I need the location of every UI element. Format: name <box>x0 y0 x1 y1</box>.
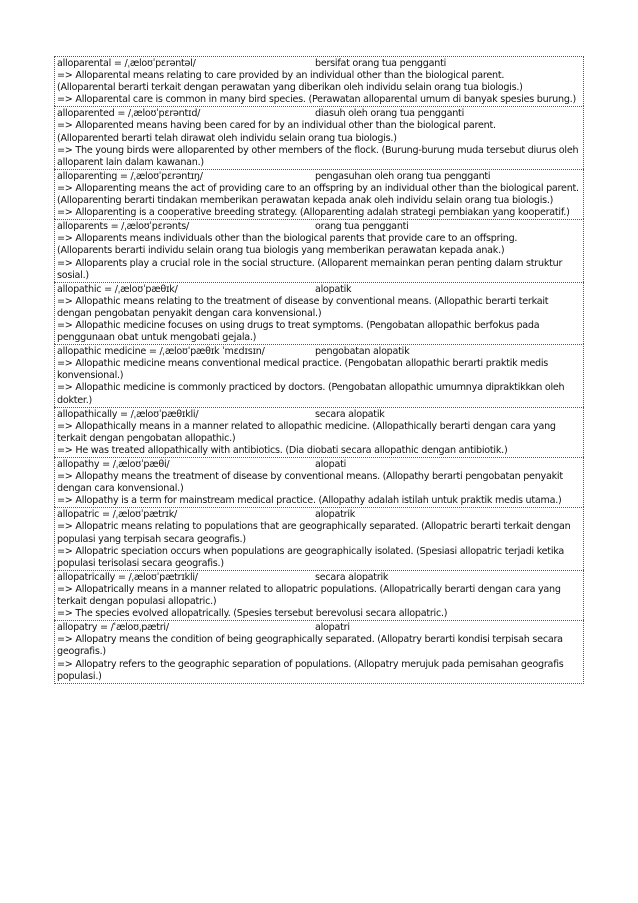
entry-line: => Alloparenting means the act of providing care to an offspring by an individual other than the biological parent. (Alloparenting berarti tindakan memberikan perawatan kepada anak oleh individu selain orang tua biologis.) <box>57 182 579 207</box>
entry-allopatry <box>54 620 584 683</box>
entry-line: => Allopathic means relating to the treatment of disease by conventional means. (Allopathic berarti terkait dengan pengobatan penyakit dengan cara konvensional.) <box>57 295 549 319</box>
entry-head <box>57 171 581 183</box>
translation: diasuh oleh orang tua pengganti <box>315 108 464 120</box>
entry-line: => Allopathic medicine focuses on using drugs to treat symptoms. (Pengobatan allopathic berfokus pada penggunaan obat untuk mengobati gejala.) <box>57 319 540 344</box>
entry-head <box>57 108 581 120</box>
entry-line: (Alloparented berarti telah dirawat oleh individu selain orang tua biologis.) <box>57 132 397 144</box>
entry-line: => Alloparental means relating to care provided by an individual other than the biological parent. <box>57 70 505 82</box>
headword: allopathy = /ˌæloʊˈpæθi/ <box>57 459 170 470</box>
entry-line: => He was treated allopathically with antibiotics. (Dia diobati secara allopathic dengan antibiotik.) <box>57 444 508 456</box>
entry-line: => Allopathic medicine is commonly practiced by doctors. (Pengobatan allopathic umumnya dipraktikkan oleh dokter.) <box>57 382 565 406</box>
entry-alloparenting <box>54 169 584 219</box>
headword: alloparented = /ˌæloʊˈpɛrəntɪd/ <box>57 108 201 120</box>
entry-line: => Alloparented means having been cared for by an individual other than the biological parent. <box>57 120 496 132</box>
entry-head <box>57 459 581 471</box>
entry-line: => The young birds were alloparented by other members of the flock. (Burung-burung muda tersebut diurus oleh alloparent lain dalam kawanan.) <box>57 144 579 168</box>
entry-head <box>57 284 581 296</box>
entry-head <box>57 58 581 70</box>
headword: allopathic = /ˌæloʊˈpæθɪk/ <box>57 283 178 295</box>
translation: alopatrik <box>315 509 356 521</box>
headword: alloparents = /ˌæloʊˈpɛrənts/ <box>57 221 189 233</box>
headword: allopatry = /ˈæloʊˌpætri/ <box>57 622 169 634</box>
headword: allopathic medicine = /ˌæloʊˈpæθɪk ˈmɛdɪsɪn/ <box>57 346 265 358</box>
entry-line: => Alloparents play a crucial role in the social structure. (Alloparent memainkan peran penting dalam struktur sosial.) <box>57 257 563 281</box>
entry-line: => Alloparental care is common in many bird species. (Perawatan alloparental umum di banyak spesies burung.) <box>57 94 576 106</box>
translation: alopatri <box>315 622 350 634</box>
entry-line: => Allopathy is a term for mainstream medical practice. (Allopathy adalah istilah untuk praktik medis utama.) <box>57 495 562 507</box>
entry-allopathic <box>54 282 584 344</box>
entry-line: => Allopathic medicine means conventional medical practice. (Pengobatan allopathic berarti praktik medis konvensional.) <box>57 358 549 382</box>
entry-allopathic-medicine <box>54 344 584 406</box>
translation: pengobatan alopatik <box>315 346 410 358</box>
translation: bersifat orang tua pengganti <box>315 58 446 69</box>
headword: alloparental = /ˌæloʊˈpɛrəntəl/ <box>57 58 196 69</box>
entry-line: => Allopatric speciation occurs when populations are geographically isolated. (Spesiasi allopatric terjadi ketika populasi terisolasi secara geografis.) <box>57 545 564 569</box>
translation: alopati <box>315 459 347 470</box>
entry-alloparents <box>54 219 584 281</box>
entry-line: (Alloparents berarti individu selain orang tua biologis yang memberikan perawatan kepada anak.) <box>57 245 505 257</box>
translation: alopatik <box>315 283 352 295</box>
entry-head <box>57 622 581 634</box>
entry-head <box>57 409 581 421</box>
entry-line: => Allopatry means the condition of being geographically separated. (Allopatry berarti kondisi terpisah secara geografis.) <box>57 634 563 658</box>
entry-line: => Allopathically means in a manner related to allopathic medicine. (Allopathically berarti dengan cara yang terkait dengan pengobatan allopathic.) <box>57 420 556 444</box>
entry-head <box>57 221 581 233</box>
entry-allopatrically <box>54 570 584 620</box>
entry-alloparented <box>54 106 584 168</box>
entry-line: => Allopatry refers to the geographic separation of populations. (Allopatry merujuk pada pemisahan geografis populasi.) <box>57 658 564 682</box>
entry-head <box>57 509 581 521</box>
entry-alloparental <box>54 56 584 106</box>
entry-allopatric <box>54 507 584 569</box>
entry-line: => Alloparenting is a cooperative breeding strategy. (Alloparenting adalah strategi pembiakan yang kooperatif.) <box>57 207 570 219</box>
translation: pengasuhan oleh orang tua pengganti <box>315 170 491 182</box>
entry-line: (Alloparental berarti terkait dengan perawatan yang diberikan oleh individu selain orang tua biologis.) <box>57 82 523 94</box>
translation: secara alopatrik <box>315 571 389 583</box>
entry-allopathy <box>54 457 584 507</box>
entry-line: => The species evolved allopatrically. (Spesies tersebut berevolusi secara allopatric.) <box>57 608 448 620</box>
entry-line: => Allopatric means relating to populations that are geographically separated. (Allopatric berarti terkait dengan populasi yang terpisah secara geografis.) <box>57 521 571 545</box>
entry-line: => Allopatrically means in a manner related to allopatric populations. (Allopatrically berarti dengan cara yang terkait dengan populasi allopatric.) <box>57 583 561 608</box>
headword: allopathically = /ˌæloʊˈpæθɪkli/ <box>57 408 199 420</box>
entry-line: => Allopathy means the treatment of disease by conventional means. (Allopathy berarti pengobatan penyakit dengan cara konvensional.) <box>57 471 563 495</box>
translation: secara alopatik <box>315 408 385 420</box>
entry-line: => Alloparents means individuals other than the biological parents that provide care to an offspring. <box>57 233 518 245</box>
headword: allopatrically = /ˌæloʊˈpætrɪkli/ <box>57 571 198 583</box>
headword: allopatric = /ˌæloʊˈpætrɪk/ <box>57 509 178 521</box>
dictionary-sheet <box>54 56 584 684</box>
entry-head <box>57 572 581 584</box>
entry-head <box>57 346 581 358</box>
entry-allopathically <box>54 407 584 457</box>
translation: orang tua pengganti <box>315 221 409 233</box>
headword: alloparenting = /ˌæloʊˈpɛrəntɪŋ/ <box>57 170 203 182</box>
